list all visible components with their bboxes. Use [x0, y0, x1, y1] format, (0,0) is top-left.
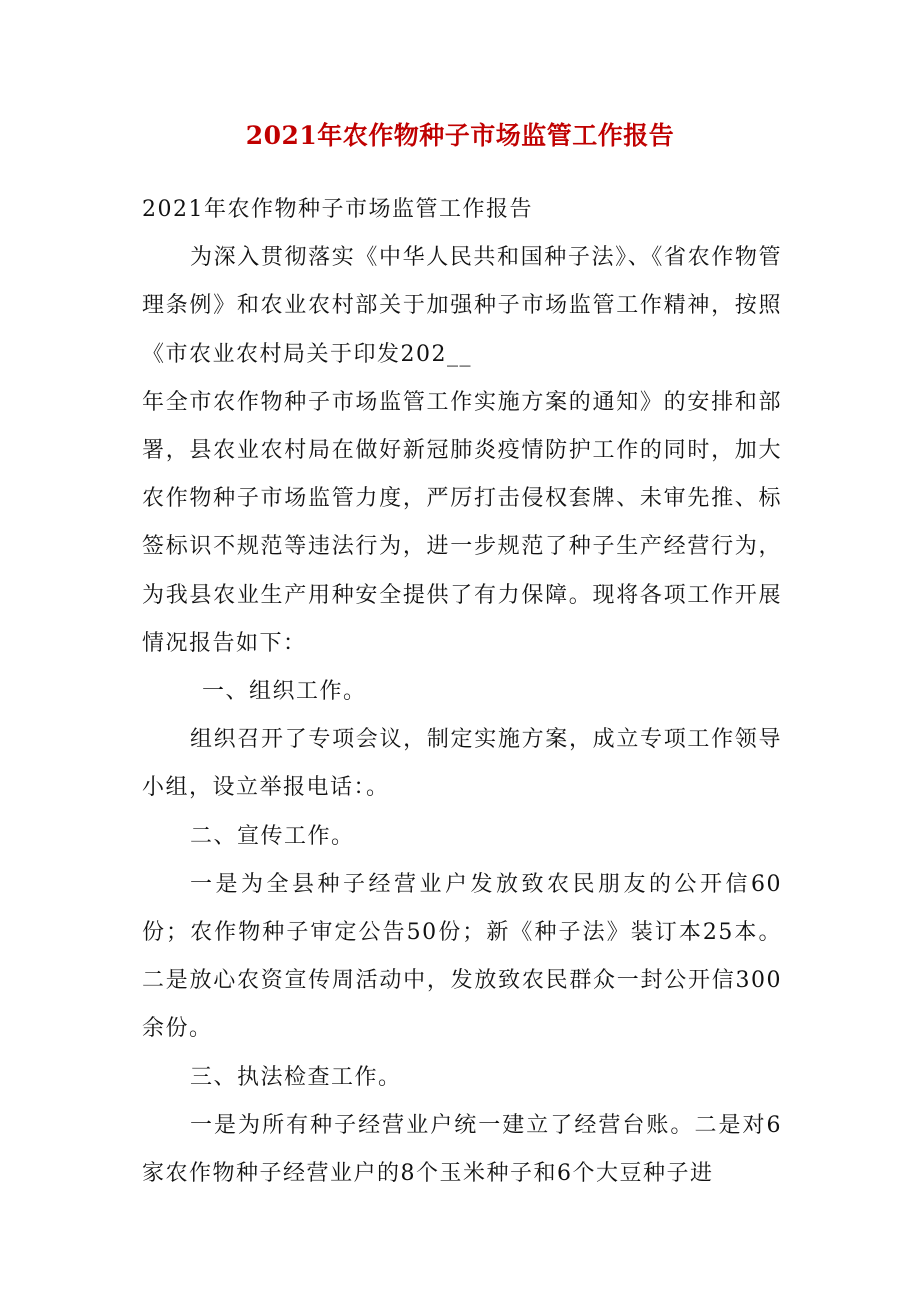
intro-paragraph-part2: 年全市农作物种子市场监管工作实施方案的通知》的安排和部署，县农业农村局在做好新冠肺炎疫情防护工作的同时，加大农作物种子市场监管力度，严厉打击侵权套牌、未审先推、标签标识不规范等违法行为，进一步规范了种子生产经营行为，为我县农业生产用种安全提供了有力保障。现将各项工作开展情况报告如下： [142, 389, 782, 656]
section1-paragraph: 组织召开了专项会议，制定实施方案，成立专项工作领导小组，设立举报电话：。 [142, 727, 782, 801]
document-body [142, 186, 782, 1198]
section3-paragraph: 一是为所有种子经营业户统一建立了经营台账。二是对6家农作物种子经营业户的8个玉米种子和6个大豆种子进 [142, 1112, 782, 1187]
document-subtitle: 2021年农作物种子市场监管工作报告 [142, 197, 533, 222]
document-title: 2021年农作物种子市场监管工作报告 [245, 121, 675, 150]
intro-paragraph-part1: 为深入贯彻落实《中华人民共和国种子法》、《省农作物管理条例》和农业农村部关于加强种子市场监管工作精神，按照《市农业农村局关于印发202__ [142, 245, 782, 367]
section3-heading: 三、执法检查工作。 [190, 1064, 402, 1090]
section2-heading: 二、宣传工作。 [190, 823, 355, 849]
section2-paragraph: 一是为全县种子经营业户发放致农民朋友的公开信60份；农作物种子审定公告50份；新《种子法》装订本25本。二是放心农资宣传周活动中，发放致农民群众一封公开信300余份。 [142, 871, 782, 1042]
section1-heading: 一、组织工作。 [202, 679, 367, 705]
